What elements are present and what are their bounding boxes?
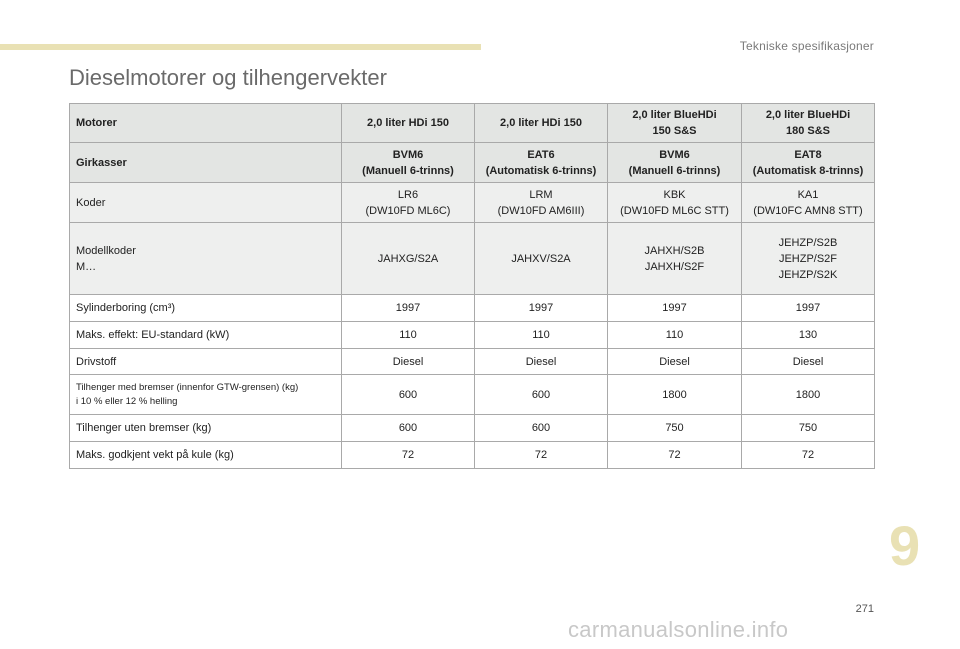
row-label: Modellkoder M… — [70, 223, 342, 295]
table-cell: 2,0 liter HDi 150 — [475, 104, 608, 143]
row-label: Maks. godkjent vekt på kule (kg) — [70, 442, 342, 469]
table-cell: 1997 — [342, 295, 475, 322]
table-cell: 2,0 liter HDi 150 — [342, 104, 475, 143]
table-cell: 130 — [742, 322, 875, 349]
table-cell: 72 — [608, 442, 742, 469]
table-cell: 110 — [475, 322, 608, 349]
table-cell: JAHXG/S2A — [342, 223, 475, 295]
table-cell: JAHXH/S2B JAHXH/S2F — [608, 223, 742, 295]
table-cell: 72 — [342, 442, 475, 469]
table-row-unbraked-trailer — [70, 415, 875, 442]
page-number: 271 — [855, 603, 874, 615]
page-title: Dieselmotorer og tilhengervekter — [69, 65, 387, 90]
table-cell: 1997 — [742, 295, 875, 322]
table-row-ball-weight — [70, 442, 875, 469]
table-cell: JEHZP/S2B JEHZP/S2F JEHZP/S2K — [742, 223, 875, 295]
table-cell: LR6 (DW10FD ML6C) — [342, 183, 475, 223]
table-cell: BVM6 (Manuell 6-trinns) — [608, 143, 742, 183]
top-accent-bar — [0, 44, 481, 50]
table-row-fuel — [70, 349, 875, 375]
table-row-braked-trailer — [70, 375, 875, 415]
table-cell: 750 — [742, 415, 875, 442]
table-cell: 600 — [475, 415, 608, 442]
table-cell: 600 — [475, 375, 608, 415]
chapter-number: 9 — [889, 514, 921, 577]
table-cell: 1800 — [742, 375, 875, 415]
watermark: carmanualsonline.info — [568, 617, 789, 642]
row-label: Koder — [70, 183, 342, 223]
row-label: Tilhenger uten bremser (kg) — [70, 415, 342, 442]
section-header: Tekniske spesifikasjoner — [739, 39, 874, 53]
table-row-codes — [70, 183, 875, 223]
row-label: Motorer — [70, 104, 342, 143]
table-row-model-codes — [70, 223, 875, 295]
row-label: Tilhenger med bremser (innenfor GTW-grensen) (kg) i 10 % eller 12 % helling — [70, 375, 342, 415]
table-row-max-power — [70, 322, 875, 349]
table-cell: 750 — [608, 415, 742, 442]
table-cell: LRM (DW10FD AM6III) — [475, 183, 608, 223]
table-cell: BVM6 (Manuell 6-trinns) — [342, 143, 475, 183]
table-cell: EAT6 (Automatisk 6-trinns) — [475, 143, 608, 183]
row-label: Girkasser — [70, 143, 342, 183]
spec-table — [69, 103, 875, 469]
table-cell: 2,0 liter BlueHDi 150 S&S — [608, 104, 742, 143]
row-label: Sylinderboring (cm³) — [70, 295, 342, 322]
row-label: Maks. effekt: EU-standard (kW) — [70, 322, 342, 349]
table-cell: Diesel — [342, 349, 475, 375]
table-cell: 1800 — [608, 375, 742, 415]
table-cell: 2,0 liter BlueHDi 180 S&S — [742, 104, 875, 143]
row-label: Drivstoff — [70, 349, 342, 375]
table-cell: KBK (DW10FD ML6C STT) — [608, 183, 742, 223]
table-row-engines — [70, 104, 875, 143]
table-row-gearboxes — [70, 143, 875, 183]
table-row-displacement — [70, 295, 875, 322]
table-cell: 110 — [608, 322, 742, 349]
table-cell: EAT8 (Automatisk 8-trinns) — [742, 143, 875, 183]
table-cell: 1997 — [608, 295, 742, 322]
table-cell: 72 — [742, 442, 875, 469]
table-cell: Diesel — [608, 349, 742, 375]
table-cell: KA1 (DW10FC AMN8 STT) — [742, 183, 875, 223]
table-cell: 600 — [342, 415, 475, 442]
table-cell: 110 — [342, 322, 475, 349]
table-cell: 600 — [342, 375, 475, 415]
table-cell: 1997 — [475, 295, 608, 322]
table-cell: Diesel — [742, 349, 875, 375]
table-cell: JAHXV/S2A — [475, 223, 608, 295]
table-cell: 72 — [475, 442, 608, 469]
table-cell: Diesel — [475, 349, 608, 375]
